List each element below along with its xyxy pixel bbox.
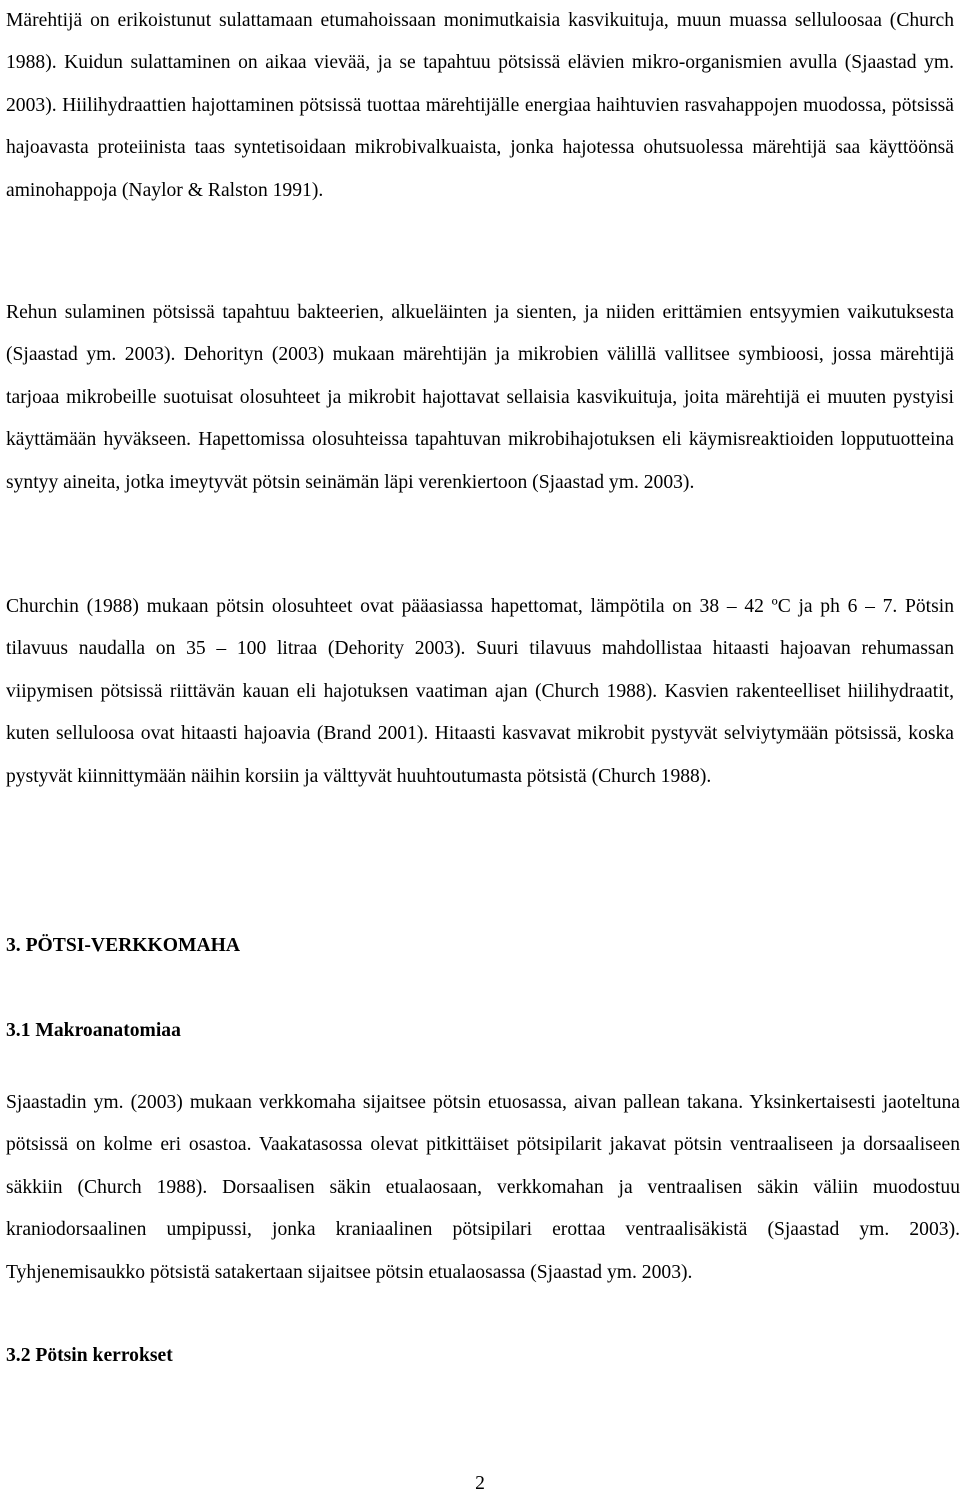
paragraph-digestion: Märehtijä on erikoistunut sulattamaan etumahoissaan monimutkaisia kasvikuituja, muun muassa selluloosaa (Church 1988). Kuidun sulattaminen on aikaa vievää, ja se tapahtuu pötsissä elävien mikro-organismien avulla (Sjaastad ym. 2003). Hiilihydraattien hajottaminen pötsissä tuottaa märehtijälle energiaa haihtuvien rasvahappojen muodossa, pötsissä hajoavasta proteiinista taas syntetisoidaan mikrobivalkuaista, jonka hajotessa ohutsuolessa märehtijä saa käyttöönsä aminohappoja (Naylor & Ralston 1991). — [6, 10, 954, 201]
subsection-heading-macroanatomy: 3.1 Makroanatomiaa — [6, 1020, 181, 1041]
paragraph-macroanatomy: Sjaastadin ym. (2003) mukaan verkkomaha sijaitsee pötsin etuosassa, aivan pallean takana. Yksinkertaisesti jaoteltuna pötsissä on kolme eri osastoa. Vaakatasossa olevat pitkittäiset pötsipilarit jakavat pötsin ventraaliseen ja dorsaaliseen säkkiin (Church 1988). Dorsaalisen säkin etualaosaan, verkkomahan ja ventraalisen säkin väliin muodostuu kraniodorsaalinen umpipussi, jonka kraniaalinen pötsipilari erottaa ventraalisäkistä (Sjaastad ym. 2003). Tyhjenemisaukko pötsistä satakertaan sijaitsee pötsin etualaosassa (Sjaastad ym. 2003). — [6, 1092, 960, 1283]
paragraph-feed-digestion: Rehun sulaminen pötsissä tapahtuu bakteerien, alkueläinten ja sienten, ja niiden erittämien entsyymien vaikutuksesta (Sjaastad ym. 2003). Dehorityn (2003) mukaan märehtijän ja mikrobien välillä vallitsee symbioosi, jossa märehtijä tarjoaa mikrobeille suotuisat olosuhteet ja mikrobit hajottavat sellaisia kasvikuituja, joita märehtijä ei muuten pystyisi käyttämään hyväkseen. Hapettomissa olosuhteissa tapahtuvan mikrobihajotuksen eli käymisreaktioiden lopputuotteina syntyy aineita, jotka imeytyvät pötsin seinämän läpi verenkiertoon (Sjaastad ym. 2003). — [6, 302, 954, 493]
section-heading: 3. PÖTSI-VERKKOMAHA — [6, 935, 241, 956]
subsection-heading-rumen-layers: 3.2 Pötsin kerrokset — [6, 1345, 173, 1366]
page-number: 2 — [475, 1473, 485, 1494]
paragraph-rumen-conditions: Churchin (1988) mukaan pötsin olosuhteet ovat pääasiassa hapettomat, lämpötila on 38 – 42 ºC ja ph 6 – 7. Pötsin tilavuus naudalla on 35 – 100 litraa (Dehority 2003). Suuri tilavuus mahdollistaa hitaasti hajoavan rehumassan viipymisen pötsissä riittävän kauan eli hajotuksen vaatiman ajan (Church 1988). Kasvien rakenteelliset hiilihydraatit, kuten selluloosa ovat hitaasti hajoavia (Brand 2001). Hitaasti kasvavat mikrobit pystyvät selviytymään pötsissä, koska pystyvät kiinnittymään näihin korsiin ja välttyvät huuhtoutumasta pötsistä (Church 1988). — [6, 596, 954, 787]
